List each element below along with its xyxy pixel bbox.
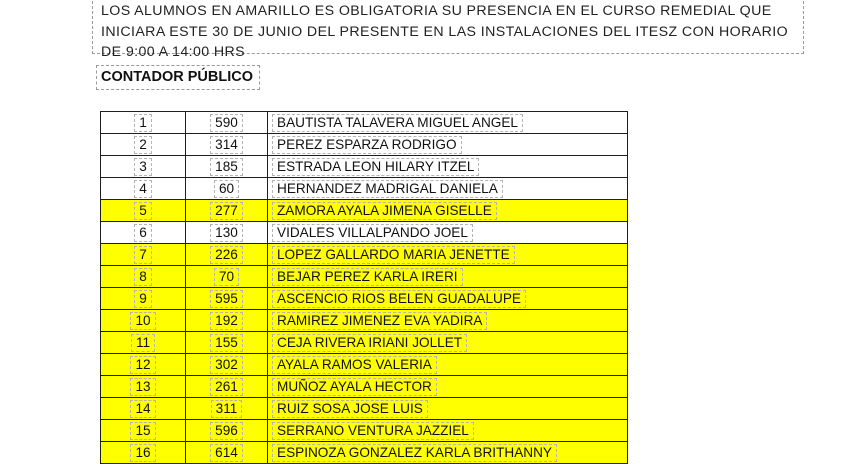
student-name-cell (268, 376, 628, 398)
row-number-cell (101, 156, 186, 178)
student-name-cell (268, 266, 628, 288)
student-id-cell (186, 156, 268, 178)
student-name-cell (268, 420, 628, 442)
row-number-cell (101, 332, 186, 354)
student-id-cell (186, 442, 268, 464)
row-number: 13 (130, 378, 155, 396)
student-name-cell (268, 354, 628, 376)
student-name: SERRANO VENTURA JAZZIEL (272, 422, 474, 440)
row-number-cell (101, 112, 186, 134)
row-number-cell (101, 134, 186, 156)
table-row (101, 288, 628, 310)
student-id-cell (186, 244, 268, 266)
student-name: MUÑOZ AYALA HECTOR (272, 378, 437, 396)
student-id-cell (186, 266, 268, 288)
student-id: 302 (210, 356, 243, 374)
student-id-cell (186, 310, 268, 332)
student-id-cell (186, 332, 268, 354)
row-number: 7 (134, 246, 152, 264)
table-row (101, 398, 628, 420)
row-number-cell (101, 288, 186, 310)
student-id: 277 (210, 202, 243, 220)
section-title: CONTADOR PÚBLICO (96, 65, 260, 90)
student-name-cell (268, 112, 628, 134)
row-number: 1 (134, 114, 152, 132)
student-name: ZAMORA AYALA JIMENA GISELLE (272, 202, 497, 220)
students-table (100, 111, 628, 464)
student-name: ESTRADA LEON HILARY ITZEL (272, 158, 479, 176)
table-row (101, 156, 628, 178)
student-name: HERNANDEZ MADRIGAL DANIELA (272, 180, 503, 198)
student-id-cell (186, 200, 268, 222)
table-row (101, 178, 628, 200)
row-number-cell (101, 222, 186, 244)
row-number: 5 (134, 202, 152, 220)
table-row (101, 420, 628, 442)
student-id-cell (186, 134, 268, 156)
notice-text: LOS ALUMNOS EN AMARILLO ES OBLIGATORIA SU PRESENCIA EN EL CURSO REMEDIAL QUE INICIARA ESTE 30 DE JUNIO DEL PRESENTE EN LAS INSTALACIONES DEL ITESZ CON HORARIO DE 9:00 A 14:00 HRS (101, 3, 789, 60)
student-name-cell (268, 398, 628, 420)
student-id: 130 (210, 224, 243, 242)
student-name-cell (268, 288, 628, 310)
student-id: 226 (210, 246, 243, 264)
student-name-cell (268, 310, 628, 332)
student-id: 311 (211, 400, 243, 418)
student-id: 155 (210, 334, 243, 352)
row-number: 6 (134, 224, 152, 242)
student-name: LOPEZ GALLARDO MARIA JENETTE (272, 246, 515, 264)
student-name: ASCENCIO RIOS BELEN GUADALUPE (272, 290, 526, 308)
row-number: 12 (130, 356, 155, 374)
student-id: 60 (214, 180, 239, 198)
student-name: BEJAR PEREZ KARLA IRERI (272, 268, 463, 286)
row-number-cell (101, 178, 186, 200)
student-id-cell (186, 222, 268, 244)
row-number-cell (101, 310, 186, 332)
table-row (101, 442, 628, 464)
student-id: 70 (214, 268, 239, 286)
student-id: 614 (210, 444, 243, 462)
student-id-cell (186, 420, 268, 442)
student-id: 595 (210, 290, 243, 308)
student-id-cell (186, 376, 268, 398)
row-number: 15 (130, 422, 155, 440)
row-number: 2 (134, 136, 152, 154)
table-row (101, 266, 628, 288)
student-name: RUIZ SOSA JOSE LUIS (272, 400, 428, 418)
student-name: BAUTISTA TALAVERA MIGUEL ANGEL (272, 114, 523, 132)
row-number-cell (101, 442, 186, 464)
student-id: 590 (210, 114, 243, 132)
student-id-cell (186, 398, 268, 420)
row-number-cell (101, 244, 186, 266)
table-row (101, 200, 628, 222)
student-id-cell (186, 354, 268, 376)
row-number-cell (101, 200, 186, 222)
student-name-cell (268, 156, 628, 178)
student-id: 261 (210, 378, 243, 396)
row-number-cell (101, 420, 186, 442)
row-number: 8 (134, 268, 152, 286)
student-name-cell (268, 200, 628, 222)
student-id: 192 (210, 312, 243, 330)
student-name: AYALA RAMOS VALERIA (272, 356, 437, 374)
row-number: 3 (134, 158, 152, 176)
row-number: 9 (134, 290, 152, 308)
table-row (101, 332, 628, 354)
table-row (101, 112, 628, 134)
student-name-cell (268, 134, 628, 156)
table-row (101, 376, 628, 398)
table-row (101, 354, 628, 376)
row-number: 11 (131, 334, 155, 352)
student-name: RAMIREZ JIMENEZ EVA YADIRA (272, 312, 487, 330)
notice-box (92, 0, 804, 60)
student-name: PEREZ ESPARZA RODRIGO (272, 136, 462, 154)
table-row (101, 244, 628, 266)
student-name-cell (268, 178, 628, 200)
student-name: ESPINOZA GONZALEZ KARLA BRITHANNY (272, 444, 557, 462)
row-number-cell (101, 354, 186, 376)
student-name: CEJA RIVERA IRIANI JOLLET (272, 334, 467, 352)
student-id: 185 (210, 158, 243, 176)
student-id: 314 (210, 136, 243, 154)
row-number-cell (101, 398, 186, 420)
table-row (101, 134, 628, 156)
student-name-cell (268, 222, 628, 244)
student-name-cell (268, 332, 628, 354)
student-id-cell (186, 112, 268, 134)
student-id: 596 (210, 422, 243, 440)
student-name-cell (268, 244, 628, 266)
row-number: 16 (130, 444, 155, 462)
student-id-cell (186, 178, 268, 200)
student-id-cell (186, 288, 268, 310)
table-row (101, 222, 628, 244)
student-name-cell (268, 442, 628, 464)
row-number: 10 (130, 312, 155, 330)
student-name: VIDALES VILLALPANDO JOEL (272, 224, 473, 242)
row-number: 4 (134, 180, 152, 198)
row-number-cell (101, 266, 186, 288)
row-number-cell (101, 376, 186, 398)
table-row (101, 310, 628, 332)
row-number: 14 (130, 400, 155, 418)
